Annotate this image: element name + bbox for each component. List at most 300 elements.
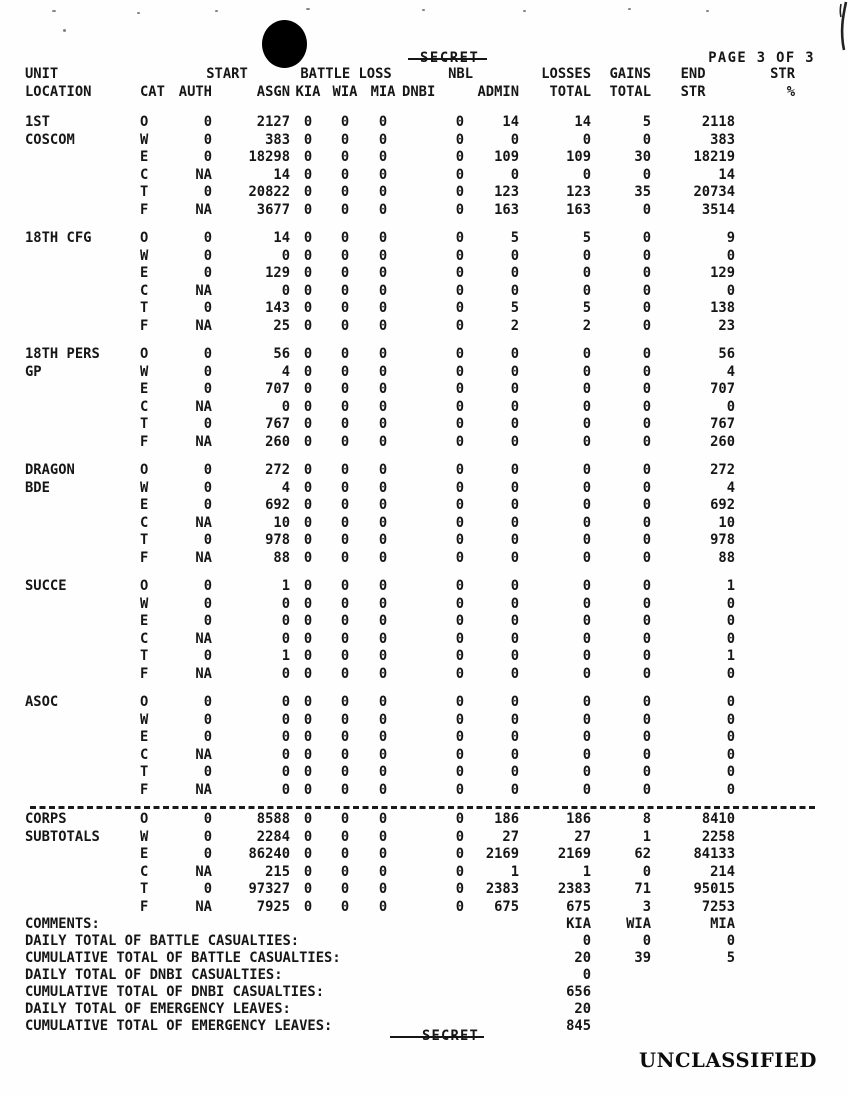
table-cell: 4 bbox=[726, 479, 736, 496]
table-cell: 163 bbox=[494, 201, 520, 218]
table-cell: 2169 bbox=[485, 846, 520, 862]
spacer-cell bbox=[25, 219, 795, 230]
table-cell: 0 bbox=[378, 781, 388, 798]
table-cell: 0 bbox=[378, 595, 388, 612]
comment-row bbox=[25, 967, 795, 984]
table-cell bbox=[735, 694, 795, 712]
comment-spacer bbox=[735, 950, 795, 967]
scan-artifact bbox=[63, 29, 66, 32]
unit-block-spacer bbox=[25, 567, 795, 578]
table-cell: W bbox=[140, 247, 149, 264]
table-cell: 0 bbox=[203, 265, 212, 281]
table-cell: 0 bbox=[203, 479, 212, 496]
table-cell: 0 bbox=[378, 381, 388, 397]
table-cell: 692 bbox=[710, 497, 736, 513]
table-cell: 0 bbox=[203, 114, 212, 130]
table-cell: 1 bbox=[281, 648, 291, 664]
table-cell: 0 bbox=[303, 532, 313, 548]
table-cell: 2383 bbox=[557, 881, 592, 897]
table-cell: 0 bbox=[455, 265, 465, 281]
table-cell bbox=[735, 149, 795, 167]
table-cell: 0 bbox=[455, 630, 465, 647]
table-cell: 0 bbox=[303, 346, 313, 362]
table-cell bbox=[735, 318, 795, 336]
unit-name-cell: 18TH CFG bbox=[25, 230, 92, 246]
table-cell: 0 bbox=[340, 166, 350, 183]
table-cell: 0 bbox=[455, 694, 465, 710]
table-cell: 0 bbox=[455, 363, 465, 380]
table-cell: 0 bbox=[582, 729, 592, 745]
table-cell: 9 bbox=[726, 230, 736, 246]
table-cell: C bbox=[140, 166, 149, 183]
table-cell: 260 bbox=[710, 433, 736, 450]
table-cell: 0 bbox=[340, 694, 350, 710]
table-cell: 0 bbox=[378, 514, 388, 531]
table-cell: 0 bbox=[510, 764, 520, 780]
table-cell: 0 bbox=[340, 497, 350, 513]
unit-name-cell bbox=[25, 613, 140, 631]
table-cell: 0 bbox=[510, 416, 520, 432]
table-cell: 0 bbox=[455, 881, 465, 897]
table-cell: T bbox=[140, 532, 149, 548]
table-cell: 0 bbox=[378, 265, 388, 281]
table-cell: 0 bbox=[303, 828, 313, 845]
comment-wia-value bbox=[591, 967, 651, 984]
table-cell: 0 bbox=[726, 665, 736, 682]
table-cell: 692 bbox=[265, 497, 291, 513]
unit-name-cell bbox=[25, 881, 140, 899]
table-cell: 0 bbox=[726, 247, 736, 264]
table-cell: 0 bbox=[642, 265, 652, 281]
table-cell: 0 bbox=[378, 247, 388, 264]
table-cell: 0 bbox=[455, 578, 465, 594]
table-cell: F bbox=[140, 317, 149, 334]
table-cell: 0 bbox=[642, 131, 652, 148]
table-cell: 2127 bbox=[256, 114, 291, 130]
unit-name-cell bbox=[25, 846, 140, 864]
table-cell: 272 bbox=[265, 462, 291, 478]
table-row bbox=[25, 666, 795, 684]
table-cell: 0 bbox=[378, 711, 388, 728]
table-cell: 0 bbox=[582, 247, 592, 264]
table-row bbox=[25, 846, 795, 864]
unit-name-cell bbox=[25, 532, 140, 550]
ink-blob bbox=[262, 20, 307, 68]
table-cell: C bbox=[140, 746, 149, 763]
table-cell: 0 bbox=[642, 230, 652, 246]
table-cell: E bbox=[140, 729, 149, 745]
table-cell: 0 bbox=[582, 578, 592, 594]
table-cell: 0 bbox=[203, 462, 212, 478]
col-header-kia: KIA bbox=[295, 83, 321, 100]
table-cell: NA bbox=[195, 514, 212, 531]
table-cell: 0 bbox=[340, 781, 350, 798]
table-cell bbox=[735, 648, 795, 666]
col-header-str: STR bbox=[770, 66, 796, 82]
unit-name-cell bbox=[25, 864, 140, 882]
table-cell: 1 bbox=[726, 578, 736, 594]
table-cell bbox=[735, 550, 795, 568]
table-cell: 4 bbox=[281, 479, 291, 496]
table-cell: 0 bbox=[378, 282, 388, 299]
table-cell: 0 bbox=[303, 184, 313, 200]
table-cell: 8588 bbox=[256, 811, 291, 827]
table-cell: 0 bbox=[642, 711, 652, 728]
table-cell: T bbox=[140, 648, 149, 664]
table-cell bbox=[735, 729, 795, 747]
table-cell: 23 bbox=[718, 317, 736, 334]
table-cell: NA bbox=[195, 898, 212, 915]
comment-mia-value: 5 bbox=[726, 950, 736, 966]
unit-name-cell: 18TH PERS bbox=[25, 346, 100, 362]
table-cell: 0 bbox=[510, 433, 520, 450]
table-cell: 0 bbox=[378, 497, 388, 513]
table-cell: 0 bbox=[281, 729, 291, 745]
table-cell bbox=[735, 132, 795, 150]
table-row bbox=[25, 782, 795, 800]
table-cell bbox=[735, 184, 795, 202]
table-row bbox=[25, 631, 795, 649]
table-cell: C bbox=[140, 863, 149, 880]
table-cell: NA bbox=[195, 398, 212, 415]
unit-name-cell bbox=[25, 747, 140, 765]
table-cell: 0 bbox=[582, 166, 592, 183]
unit-name-cell: 1ST bbox=[25, 114, 50, 130]
table-row bbox=[25, 515, 795, 533]
table-cell: 129 bbox=[265, 265, 291, 281]
table-row bbox=[25, 480, 795, 498]
table-cell: 0 bbox=[642, 514, 652, 531]
table-cell: C bbox=[140, 514, 149, 531]
scan-artifact bbox=[306, 8, 310, 10]
table-cell: W bbox=[140, 363, 149, 380]
table-cell: 0 bbox=[582, 613, 592, 629]
table-cell: NA bbox=[195, 630, 212, 647]
table-cell: 0 bbox=[582, 711, 592, 728]
table-cell bbox=[735, 631, 795, 649]
table-cell: 0 bbox=[378, 131, 388, 148]
table-cell: 0 bbox=[203, 497, 212, 513]
table-cell: 0 bbox=[455, 230, 465, 246]
table-cell: 0 bbox=[340, 300, 350, 316]
table-cell: 0 bbox=[510, 363, 520, 380]
table-cell: 14 bbox=[718, 166, 736, 183]
table-cell: 0 bbox=[340, 317, 350, 334]
table-cell: 767 bbox=[265, 416, 291, 432]
table-cell: 71 bbox=[634, 881, 652, 897]
table-cell: 0 bbox=[303, 863, 313, 880]
comment-row bbox=[25, 984, 795, 1001]
table-cell: 0 bbox=[510, 630, 520, 647]
table-cell: 84133 bbox=[693, 846, 736, 862]
spacer-cell bbox=[25, 335, 795, 346]
table-cell: 0 bbox=[510, 282, 520, 299]
table-cell: 0 bbox=[303, 230, 313, 246]
table-cell: 0 bbox=[455, 497, 465, 513]
table-cell: 0 bbox=[582, 346, 592, 362]
table-cell bbox=[735, 712, 795, 730]
col-header-wia: WIA bbox=[332, 83, 358, 100]
table-cell: 0 bbox=[642, 549, 652, 566]
col-header-dnbi: DNBI bbox=[402, 83, 436, 100]
table-cell: 0 bbox=[455, 282, 465, 299]
table-cell: 3 bbox=[642, 898, 652, 915]
table-cell: 0 bbox=[510, 613, 520, 629]
table-cell: NA bbox=[195, 317, 212, 334]
table-cell: 0 bbox=[642, 166, 652, 183]
table-row bbox=[25, 399, 795, 417]
col-header-battle-loss: BATTLE LOSS bbox=[300, 66, 392, 82]
table-cell: 0 bbox=[340, 201, 350, 218]
table-cell: 0 bbox=[510, 711, 520, 728]
table-cell: 0 bbox=[303, 846, 313, 862]
table-cell: 0 bbox=[203, 595, 212, 612]
table-cell: 0 bbox=[642, 665, 652, 682]
header-row-top bbox=[25, 66, 795, 84]
table-cell: 0 bbox=[303, 282, 313, 299]
comment-kia-value: 20 bbox=[574, 950, 592, 966]
table-cell: 0 bbox=[281, 711, 291, 728]
table-cell bbox=[735, 747, 795, 765]
table-cell: 0 bbox=[340, 479, 350, 496]
table-cell: 0 bbox=[582, 479, 592, 496]
table-cell: 0 bbox=[340, 811, 350, 827]
table-cell: 0 bbox=[281, 398, 291, 415]
table-cell: 0 bbox=[726, 613, 736, 629]
classification-banner-bottom: SECRET bbox=[422, 1028, 480, 1044]
spacer-cell bbox=[25, 683, 795, 694]
unit-name-cell bbox=[25, 318, 140, 336]
table-cell: 0 bbox=[340, 265, 350, 281]
table-cell: 0 bbox=[378, 613, 388, 629]
scan-artifact bbox=[422, 9, 425, 11]
unit-name-cell bbox=[25, 666, 140, 684]
table-cell: 2 bbox=[582, 317, 592, 334]
comment-row bbox=[25, 933, 795, 950]
col-header-start: START bbox=[206, 66, 248, 82]
table-cell: 0 bbox=[378, 149, 388, 165]
table-cell: 0 bbox=[303, 578, 313, 594]
table-row bbox=[25, 881, 795, 899]
table-cell: 0 bbox=[582, 549, 592, 566]
table-row bbox=[25, 578, 795, 596]
table-cell bbox=[735, 230, 795, 248]
table-cell: 978 bbox=[265, 532, 291, 548]
table-cell: 0 bbox=[281, 665, 291, 682]
table-cell: 0 bbox=[303, 416, 313, 432]
table-cell: 0 bbox=[455, 149, 465, 165]
pen-mark bbox=[832, 0, 848, 54]
comment-label: DAILY TOTAL OF BATTLE CASUALTIES: bbox=[25, 933, 300, 949]
table-cell: 0 bbox=[510, 131, 520, 148]
table-cell: 0 bbox=[726, 282, 736, 299]
table-cell: W bbox=[140, 595, 149, 612]
scan-artifact bbox=[523, 10, 526, 12]
comment-kia-value: 0 bbox=[582, 967, 592, 983]
col-header-gains: GAINS bbox=[609, 66, 652, 82]
comment-row bbox=[25, 1018, 795, 1035]
table-row bbox=[25, 364, 795, 382]
table-cell: F bbox=[140, 201, 149, 218]
table-row bbox=[25, 318, 795, 336]
table-cell: 0 bbox=[303, 764, 313, 780]
comment-wia-value: 0 bbox=[642, 933, 652, 949]
table-cell: 0 bbox=[203, 711, 212, 728]
table-cell: 0 bbox=[281, 282, 291, 299]
table-cell: 0 bbox=[642, 578, 652, 594]
table-cell: 0 bbox=[582, 416, 592, 432]
table-cell: 0 bbox=[303, 317, 313, 334]
table-cell: 4 bbox=[726, 363, 736, 380]
table-cell: 1 bbox=[726, 648, 736, 664]
table-cell: 0 bbox=[455, 247, 465, 264]
table-cell: 0 bbox=[455, 729, 465, 745]
unit-name-cell: GP bbox=[25, 363, 42, 380]
table-cell: NA bbox=[195, 282, 212, 299]
table-cell: 0 bbox=[303, 711, 313, 728]
table-cell: 0 bbox=[455, 595, 465, 612]
table-cell: 0 bbox=[510, 247, 520, 264]
table-cell: 707 bbox=[710, 381, 736, 397]
col-header-unit: UNIT bbox=[25, 66, 59, 82]
table-cell: 0 bbox=[510, 648, 520, 664]
table-cell: 0 bbox=[642, 201, 652, 218]
table-cell bbox=[735, 596, 795, 614]
table-cell: NA bbox=[195, 863, 212, 880]
table-cell: 0 bbox=[378, 811, 388, 827]
table-cell: 0 bbox=[303, 201, 313, 218]
unit-name-cell bbox=[25, 729, 140, 747]
table-row bbox=[25, 729, 795, 747]
table-cell: W bbox=[140, 711, 149, 728]
table-cell: 0 bbox=[281, 595, 291, 612]
table-cell: 0 bbox=[340, 532, 350, 548]
table-cell: 0 bbox=[303, 811, 313, 827]
table-cell: 186 bbox=[494, 811, 520, 827]
table-cell: 0 bbox=[642, 416, 652, 432]
table-cell: 0 bbox=[455, 764, 465, 780]
table-cell: 0 bbox=[281, 613, 291, 629]
table-cell: 0 bbox=[455, 711, 465, 728]
table-cell: 0 bbox=[582, 764, 592, 780]
classification-banner-top: SECRET bbox=[420, 50, 480, 66]
table-cell: 163 bbox=[566, 201, 592, 218]
comments-col-mia: MIA bbox=[710, 916, 736, 932]
table-cell: 215 bbox=[265, 863, 291, 880]
table-cell: 2284 bbox=[256, 828, 291, 845]
table-cell: 0 bbox=[340, 514, 350, 531]
table-cell: NA bbox=[195, 166, 212, 183]
table-cell: NA bbox=[195, 433, 212, 450]
table-cell: 0 bbox=[378, 665, 388, 682]
table-cell: 0 bbox=[203, 881, 212, 897]
table-cell: 0 bbox=[378, 363, 388, 380]
col-header-losses: LOSSES bbox=[541, 66, 592, 82]
leading-spacer bbox=[25, 101, 795, 114]
comment-wia-value bbox=[591, 1018, 651, 1035]
table-cell bbox=[735, 764, 795, 782]
comment-label: CUMULATIVE TOTAL OF DNBI CASUALTIES: bbox=[25, 984, 325, 1000]
comments-col-spacer bbox=[735, 916, 795, 933]
table-cell: 109 bbox=[566, 149, 592, 165]
table-cell: 0 bbox=[303, 595, 313, 612]
table-cell: 272 bbox=[710, 462, 736, 478]
comment-spacer bbox=[735, 967, 795, 984]
comment-kia-value: 0 bbox=[582, 933, 592, 949]
table-row bbox=[25, 694, 795, 712]
table-cell: 95015 bbox=[693, 881, 736, 897]
table-cell: 0 bbox=[303, 300, 313, 316]
table-cell: NA bbox=[195, 665, 212, 682]
comment-kia-value: 656 bbox=[566, 984, 592, 1000]
table-cell: 1 bbox=[582, 863, 592, 880]
table-cell: 10 bbox=[718, 514, 736, 531]
table-cell: 2169 bbox=[557, 846, 592, 862]
table-cell: O bbox=[140, 811, 149, 827]
comment-spacer bbox=[735, 933, 795, 950]
table-cell: 0 bbox=[642, 433, 652, 450]
table-cell: 0 bbox=[582, 630, 592, 647]
table-cell: 0 bbox=[378, 433, 388, 450]
table-cell: 0 bbox=[455, 613, 465, 629]
table-cell: 0 bbox=[510, 532, 520, 548]
table-cell: 0 bbox=[303, 381, 313, 397]
table-cell: 18298 bbox=[248, 149, 291, 165]
table-cell: 0 bbox=[455, 846, 465, 862]
table-cell: 1 bbox=[642, 828, 652, 845]
table-row bbox=[25, 265, 795, 283]
table-cell: 0 bbox=[203, 578, 212, 594]
table-cell: 0 bbox=[303, 131, 313, 148]
table-cell: NA bbox=[195, 746, 212, 763]
table-cell: 0 bbox=[582, 363, 592, 380]
table-cell: F bbox=[140, 898, 149, 915]
table-cell: W bbox=[140, 131, 149, 148]
table-cell bbox=[735, 829, 795, 847]
table-cell: 0 bbox=[642, 863, 652, 880]
table-cell: 0 bbox=[582, 433, 592, 450]
table-cell: 0 bbox=[510, 514, 520, 531]
table-cell: 0 bbox=[378, 201, 388, 218]
table-cell: 14 bbox=[273, 166, 291, 183]
table-cell: 0 bbox=[303, 549, 313, 566]
table-cell: F bbox=[140, 781, 149, 798]
comment-kia-value: 20 bbox=[574, 1001, 592, 1017]
table-cell: 0 bbox=[582, 781, 592, 798]
scan-artifact bbox=[628, 8, 631, 10]
table-cell: 0 bbox=[582, 462, 592, 478]
table-cell: C bbox=[140, 398, 149, 415]
table-cell: 0 bbox=[510, 781, 520, 798]
table-cell: 0 bbox=[203, 828, 212, 845]
table-cell: 0 bbox=[582, 746, 592, 763]
table-row bbox=[25, 712, 795, 730]
table-cell: 0 bbox=[510, 346, 520, 362]
table-cell: 0 bbox=[303, 781, 313, 798]
table-row bbox=[25, 864, 795, 882]
table-cell: 5 bbox=[582, 230, 592, 246]
table-cell bbox=[735, 462, 795, 480]
unit-name-cell bbox=[25, 596, 140, 614]
comment-row bbox=[25, 950, 795, 967]
table-cell: 0 bbox=[642, 381, 652, 397]
table-cell: 2118 bbox=[701, 114, 736, 130]
table-cell: 0 bbox=[726, 595, 736, 612]
table-cell: 0 bbox=[203, 149, 212, 165]
table-cell: 0 bbox=[642, 694, 652, 710]
unit-name-cell bbox=[25, 167, 140, 185]
table-cell: 0 bbox=[642, 532, 652, 548]
